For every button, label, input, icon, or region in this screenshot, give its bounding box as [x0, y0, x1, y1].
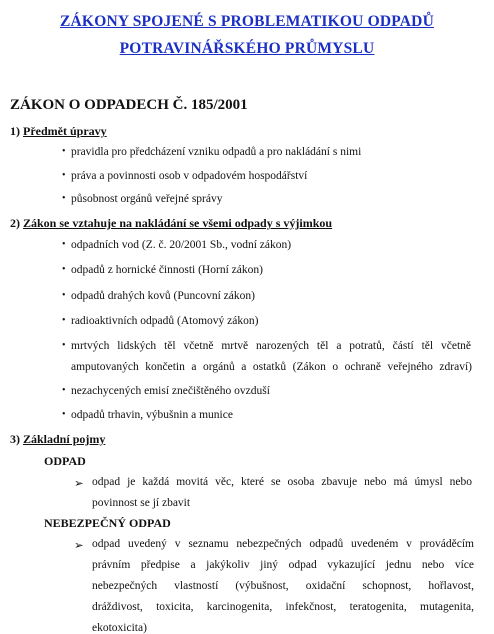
bullet-icon: •: [62, 170, 66, 181]
bullet-icon: •: [62, 239, 66, 250]
arrow-bullet-icon: ➢: [74, 540, 84, 552]
section-2-heading: [10, 216, 332, 231]
list-item: • odpadních vod (Z. č. 20/2001 Sb., vodní zákon): [62, 239, 292, 251]
list-item: • působnost orgánů veřejné správy: [62, 193, 223, 205]
list-item: • pravidla pro předcházení vzniku odpadů a pro nakládání s nimi: [62, 146, 362, 158]
title-line-2: POTRAVINÁŘSKÉHO PRŮMYSLU: [119, 40, 375, 57]
bullet-icon: •: [62, 290, 66, 301]
section-3-heading: [10, 432, 105, 447]
nebezpecny-definition-line: nebezpečných vlastností (výbušnost, oxidační schopnost, hořlavost,: [92, 580, 474, 592]
nebezpecny-definition-line: dráždivost, toxicita, karcinogenita, infekčnost, teratogenita, mutagenita,: [92, 601, 474, 613]
section-3-number: 3): [10, 432, 20, 446]
nebezpecny-definition-line: odpad uvedený v seznamu nebezpečných odpadů uvedeném v prováděcím: [92, 538, 474, 550]
section-1-heading: [10, 124, 107, 139]
title-line-1: ZÁKONY SPOJENÉ S PROBLEMATIKOU ODPADŮ: [60, 13, 434, 30]
list-item: • odpadů trhavin, výbušnin a munice: [62, 409, 233, 421]
odpad-definition-line: odpad je každá movitá věc, které se osoba zbavuje nebo má úmysl nebo: [92, 476, 472, 488]
list-item: • mrtvých lidských těl včetně mrtvě narozených těl a potratů, částí těl včetně: [62, 340, 471, 352]
bullet-icon: •: [62, 264, 66, 275]
list-item: • odpadů drahých kovů (Puncovní zákon): [62, 290, 255, 302]
nebezpecny-definition-line: právním předpise a jakýkoliv jiný odpad vykazující jednu nebo více: [92, 559, 474, 571]
bullet-icon: •: [62, 193, 66, 204]
section-2-number: 2): [10, 216, 20, 230]
section-2-title: Zákon se vztahuje na nakládání se všemi odpady s výjimkou: [23, 216, 333, 230]
arrow-bullet-icon: ➢: [74, 478, 84, 490]
odpad-heading: ODPAD: [44, 454, 86, 468]
bullet-icon: •: [62, 409, 66, 420]
odpad-definition-line: povinnost se jí zbavit: [92, 497, 191, 509]
bullet-icon: •: [62, 340, 66, 351]
nebezpecny-definition-line: ekotoxicita): [92, 622, 147, 634]
bullet-icon: •: [62, 146, 66, 157]
law-heading: ZÁKON O ODPADECH Č. 185/2001: [10, 97, 248, 113]
nebezpecny-odpad-heading: NEBEZPEČNÝ ODPAD: [44, 516, 171, 530]
list-item: • odpadů z hornické činnosti (Horní zákon): [62, 264, 263, 276]
bullet-icon: •: [62, 315, 66, 326]
list-item: • nezachycených emisí znečištěného ovzduší: [62, 385, 270, 397]
bullet-icon: •: [62, 385, 66, 396]
section-1-number: 1): [10, 124, 20, 138]
section-1-title: Předmět úpravy: [23, 124, 107, 138]
section-3-title: Základní pojmy: [23, 432, 106, 446]
list-item: • radioaktivních odpadů (Atomový zákon): [62, 315, 259, 327]
list-item: • práva a povinnosti osob v odpadovém hospodářství: [62, 170, 308, 182]
list-item-continuation: amputovaných končetin a orgánů a ostatků (Zákon o ochraně veřejného zdraví): [71, 361, 472, 373]
